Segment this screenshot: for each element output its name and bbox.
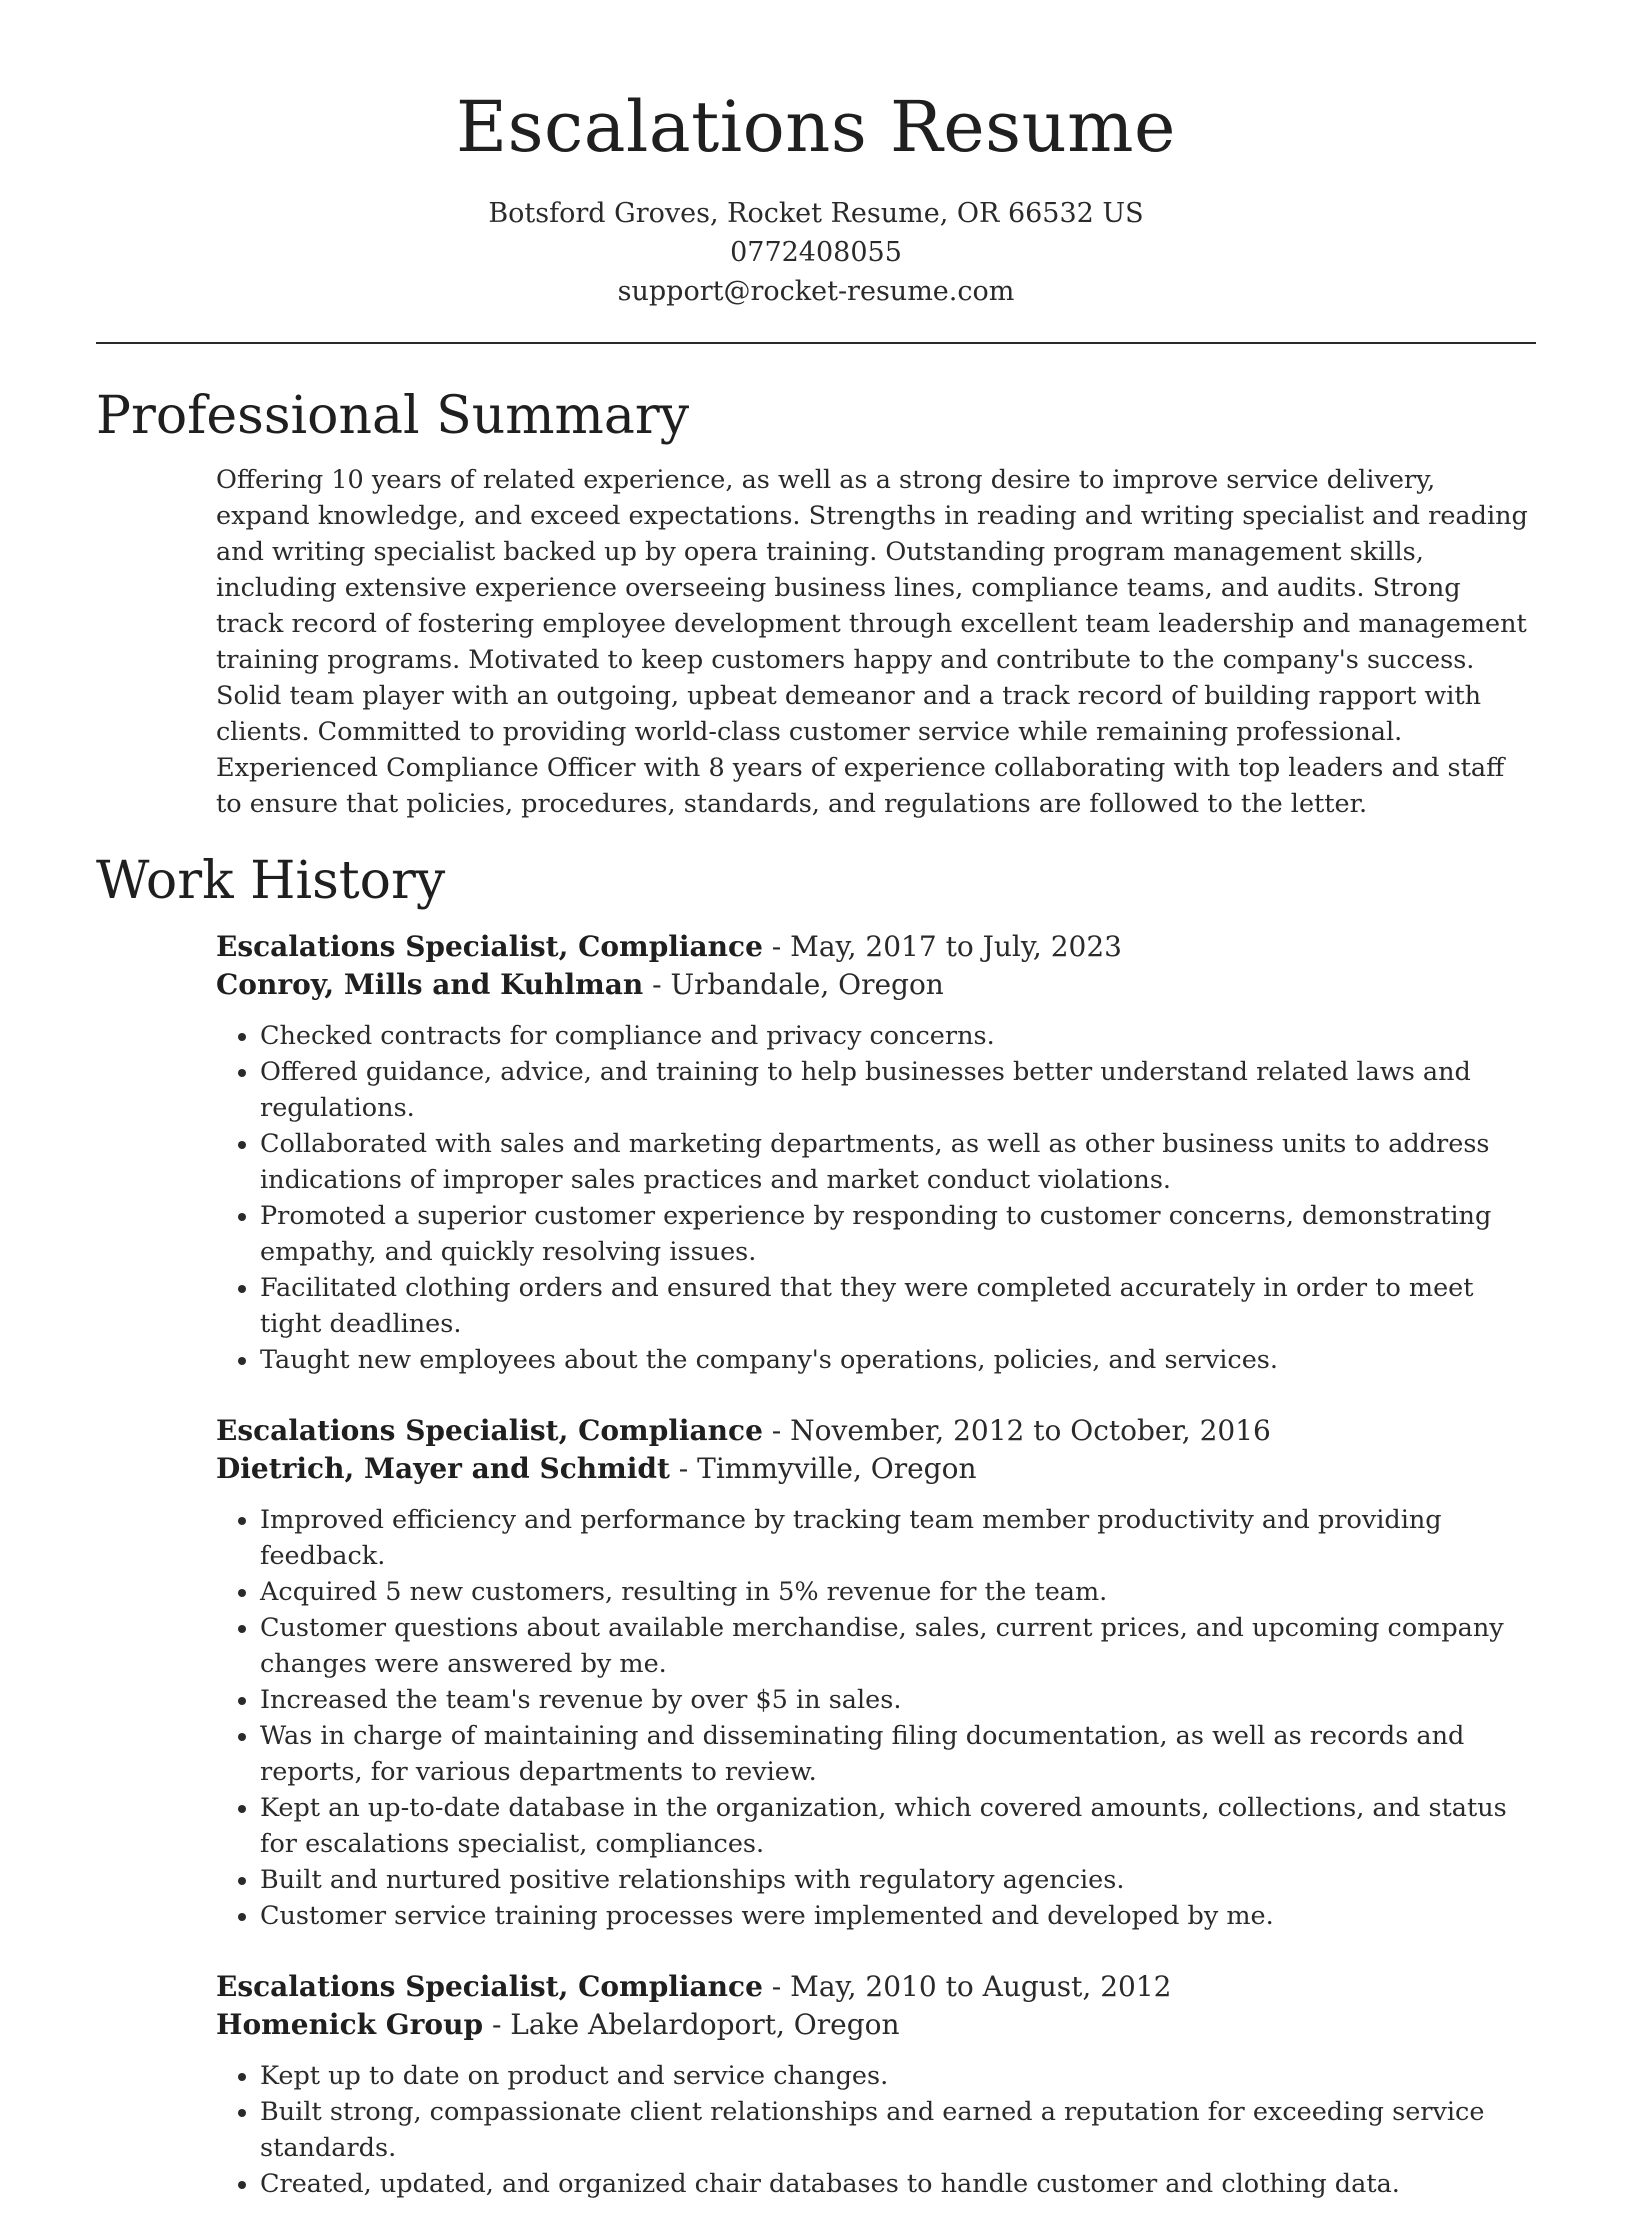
job-bullet: • Customer questions about available merchandise, sales, current prices, and upcoming company changes were answered by me. bbox=[260, 1610, 1536, 1682]
job-bullet: • Built strong, compassionate client relationships and earned a reputation for exceeding service standards. bbox=[260, 2094, 1536, 2166]
job-bullet: • Checked contracts for compliance and privacy concerns. bbox=[260, 1018, 1536, 1054]
job-dates: - May, 2010 to August, 2012 bbox=[762, 1970, 1172, 2003]
job-bullet: • Kept an up-to-date database in the organization, which covered amounts, collections, and status for escalations specialist, compliances. bbox=[260, 1790, 1536, 1862]
job-role: Escalations Specialist, Compliance bbox=[216, 1970, 763, 2003]
job-dates: - May, 2017 to July, 2023 bbox=[762, 930, 1122, 963]
job-bullet: • Collaborated with sales and marketing departments, as well as other business units to address indications of improper sales practices and market conduct violations. bbox=[260, 1126, 1536, 1198]
job-bullet: • Built and nurtured positive relationships with regulatory agencies. bbox=[260, 1862, 1536, 1898]
job-bullet: • Improved efficiency and performance by tracking team member productivity and providing feedback. bbox=[260, 1502, 1536, 1574]
job-bullet: • Offered guidance, advice, and training to help businesses better understand related laws and regulations. bbox=[260, 1054, 1536, 1126]
contact-block bbox=[96, 194, 1536, 311]
job-entry bbox=[216, 1412, 1536, 1934]
work-history-heading: Work History bbox=[96, 851, 446, 911]
contact-address: Botsford Groves, Rocket Resume, OR 66532 US bbox=[488, 198, 1144, 229]
job-entry bbox=[216, 928, 1536, 1378]
job-role: Escalations Specialist, Compliance bbox=[216, 1414, 763, 1447]
header-divider bbox=[96, 342, 1536, 344]
contact-phone: 0772408055 bbox=[730, 237, 902, 268]
job-location: - Timmyville, Oregon bbox=[669, 1452, 977, 1485]
job-company-line bbox=[216, 2006, 1536, 2044]
job-bullets bbox=[216, 1018, 1536, 1378]
job-bullet: • Increased the team's revenue by over $5 in sales. bbox=[260, 1682, 1536, 1718]
job-company-line bbox=[216, 1450, 1536, 1488]
job-bullet: • Facilitated clothing orders and ensured that they were completed accurately in order to meet tight deadlines. bbox=[260, 1270, 1536, 1342]
job-bullet: • Taught new employees about the company's operations, policies, and services. bbox=[260, 1342, 1536, 1378]
job-bullet: • Customer service training processes were implemented and developed by me. bbox=[260, 1898, 1536, 1934]
job-bullet: • Kept up to date on product and service changes. bbox=[260, 2058, 1536, 2094]
job-bullets bbox=[216, 1502, 1536, 1934]
job-company: Conroy, Mills and Kuhlman bbox=[216, 968, 644, 1001]
job-bullet: • Created, updated, and organized chair databases to handle customer and clothing data. bbox=[260, 2166, 1536, 2202]
job-location: - Urbandale, Oregon bbox=[643, 968, 944, 1001]
job-bullets bbox=[216, 2058, 1536, 2202]
job-entry bbox=[216, 1968, 1536, 2202]
job-title-line bbox=[216, 928, 1536, 966]
job-title-line bbox=[216, 1968, 1536, 2006]
resume-header bbox=[96, 82, 1536, 311]
job-company: Dietrich, Mayer and Schmidt bbox=[216, 1452, 670, 1485]
job-title-line bbox=[216, 1412, 1536, 1450]
contact-email: support@rocket-resume.com bbox=[617, 276, 1015, 307]
summary-heading: Professional Summary bbox=[96, 386, 690, 446]
resume-title: Escalations Resume bbox=[456, 86, 1176, 168]
job-role: Escalations Specialist, Compliance bbox=[216, 930, 763, 963]
job-bullet: • Promoted a superior customer experience by responding to customer concerns, demonstrating empathy, and quickly resolving issues. bbox=[260, 1198, 1536, 1270]
job-company: Homenick Group bbox=[216, 2008, 484, 2041]
job-bullet: • Acquired 5 new customers, resulting in 5% revenue for the team. bbox=[260, 1574, 1536, 1610]
job-dates: - November, 2012 to October, 2016 bbox=[762, 1414, 1271, 1447]
job-bullet: • Was in charge of maintaining and disseminating filing documentation, as well as records and reports, for various departments to review. bbox=[260, 1718, 1536, 1790]
job-company-line bbox=[216, 966, 1536, 1004]
job-location: - Lake Abelardoport, Oregon bbox=[483, 2008, 900, 2041]
summary-text: Offering 10 years of related experience, as well as a strong desire to improve service delivery, expand knowledge, and exceed expectations. Strengths in reading and writing specialist and reading and writing specialist backed up by opera training. Outstanding program management skills, including extensive experience overseeing business lines, compliance teams, and audits. Strong track record of fostering employee development through excellent team leadership and management training programs. Motivated to keep customers happy and contribute to the company's success. Solid team player with an outgoing, upbeat demeanor and a track record of building rapport with clients. Committed to providing world-class customer service while remaining professional. Experienced Compliance Officer with 8 years of experience collaborating with top leaders and staff to ensure that policies, procedures, standards, and regulations are followed to the letter. bbox=[216, 465, 1528, 819]
work-history-list bbox=[216, 928, 1536, 2236]
